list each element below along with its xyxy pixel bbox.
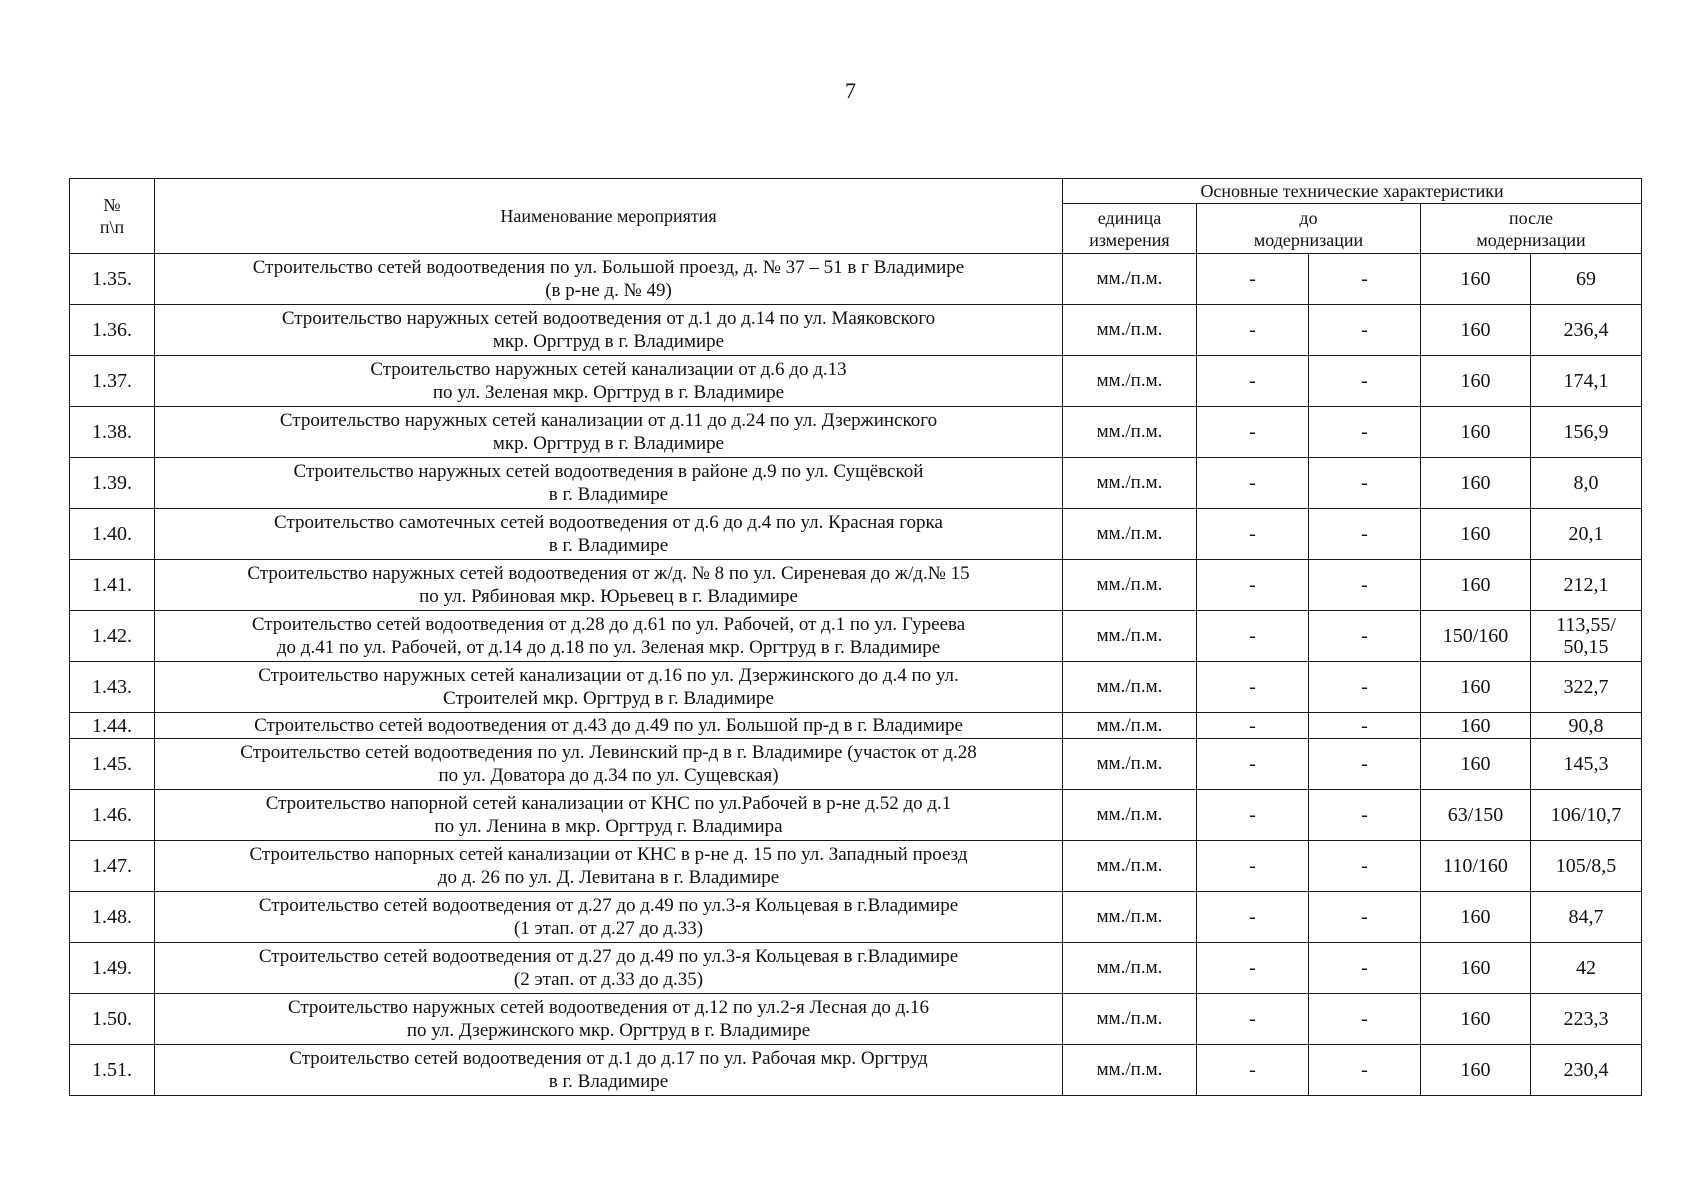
before-value-2: - — [1309, 407, 1421, 458]
after-diameter: 160 — [1421, 943, 1531, 994]
before-value-1: - — [1197, 356, 1309, 407]
header-unit: единица измерения — [1063, 204, 1197, 254]
table-row — [70, 458, 1642, 509]
after-diameter: 160 — [1421, 356, 1531, 407]
before-value-2: - — [1309, 892, 1421, 943]
after-length: 236,4 — [1531, 305, 1642, 356]
after-length: 322,7 — [1531, 662, 1642, 713]
unit-value: мм./п.м. — [1063, 356, 1197, 407]
row-number: 1.35. — [70, 254, 155, 305]
measure-name: Строительство наружных сетей водоотведения в районе д.9 по ул. Сущёвской в г. Владимире — [155, 458, 1063, 509]
before-value-2: - — [1309, 943, 1421, 994]
before-value-2: - — [1309, 611, 1421, 662]
row-number: 1.43. — [70, 662, 155, 713]
after-length: 212,1 — [1531, 560, 1642, 611]
after-length: 20,1 — [1531, 509, 1642, 560]
table-row — [70, 1045, 1642, 1096]
row-number: 1.46. — [70, 790, 155, 841]
table-row — [70, 943, 1642, 994]
after-length: 223,3 — [1531, 994, 1642, 1045]
after-diameter: 160 — [1421, 509, 1531, 560]
before-value-1: - — [1197, 892, 1309, 943]
after-length: 230,4 — [1531, 1045, 1642, 1096]
table-row — [70, 662, 1642, 713]
measure-name: Строительство сетей водоотведения от д.1 до д.17 по ул. Рабочая мкр. Оргтруд в г. Владимире — [155, 1045, 1063, 1096]
after-diameter: 160 — [1421, 560, 1531, 611]
before-value-2: - — [1309, 560, 1421, 611]
after-length: 42 — [1531, 943, 1642, 994]
after-length: 84,7 — [1531, 892, 1642, 943]
before-value-2: - — [1309, 841, 1421, 892]
before-value-1: - — [1197, 254, 1309, 305]
measure-name: Строительство наружных сетей водоотведения от д.1 до д.14 по ул. Маяковского мкр. Оргтруд в г. Владимире — [155, 305, 1063, 356]
unit-value: мм./п.м. — [1063, 790, 1197, 841]
header-after: после модернизации — [1421, 204, 1642, 254]
table-row — [70, 305, 1642, 356]
unit-value: мм./п.м. — [1063, 305, 1197, 356]
unit-value: мм./п.м. — [1063, 739, 1197, 790]
row-number: 1.51. — [70, 1045, 155, 1096]
row-number: 1.38. — [70, 407, 155, 458]
after-length: 90,8 — [1531, 713, 1642, 739]
measures-table — [69, 178, 1642, 1096]
before-value-1: - — [1197, 841, 1309, 892]
unit-value: мм./п.м. — [1063, 1045, 1197, 1096]
before-value-1: - — [1197, 305, 1309, 356]
before-value-2: - — [1309, 458, 1421, 509]
before-value-2: - — [1309, 790, 1421, 841]
before-value-2: - — [1309, 739, 1421, 790]
measure-name: Строительство сетей водоотведения от д.27 до д.49 по ул.3-я Кольцевая в г.Владимире (2 этап. от д.33 до д.35) — [155, 943, 1063, 994]
after-length: 8,0 — [1531, 458, 1642, 509]
row-number: 1.44. — [70, 713, 155, 739]
after-length: 113,55/ 50,15 — [1531, 611, 1642, 662]
after-length: 105/8,5 — [1531, 841, 1642, 892]
before-value-2: - — [1309, 1045, 1421, 1096]
after-diameter: 63/150 — [1421, 790, 1531, 841]
measure-name: Строительство наружных сетей канализации от д.11 до д.24 по ул. Дзержинского мкр. Оргтруд в г. Владимире — [155, 407, 1063, 458]
table-row — [70, 254, 1642, 305]
after-length: 106/10,7 — [1531, 790, 1642, 841]
table-row — [70, 713, 1642, 739]
after-length: 145,3 — [1531, 739, 1642, 790]
unit-value: мм./п.м. — [1063, 943, 1197, 994]
before-value-2: - — [1309, 254, 1421, 305]
before-value-1: - — [1197, 560, 1309, 611]
after-length: 174,1 — [1531, 356, 1642, 407]
after-diameter: 160 — [1421, 739, 1531, 790]
unit-value: мм./п.м. — [1063, 407, 1197, 458]
unit-value: мм./п.м. — [1063, 994, 1197, 1045]
before-value-2: - — [1309, 994, 1421, 1045]
row-number: 1.39. — [70, 458, 155, 509]
before-value-1: - — [1197, 611, 1309, 662]
after-length: 69 — [1531, 254, 1642, 305]
header-before: до модернизации — [1197, 204, 1421, 254]
before-value-1: - — [1197, 458, 1309, 509]
table-body — [70, 254, 1642, 1096]
unit-value: мм./п.м. — [1063, 560, 1197, 611]
page-number: 7 — [845, 78, 856, 103]
measure-name: Строительство напорных сетей канализации от КНС в р-не д. 15 по ул. Западный проезд до д. 26 по ул. Д. Левитана в г. Владимире — [155, 841, 1063, 892]
table-row — [70, 356, 1642, 407]
unit-value: мм./п.м. — [1063, 892, 1197, 943]
measure-name: Строительство напорной сетей канализации от КНС по ул.Рабочей в р-не д.52 до д.1 по ул. Ленина в мкр. Оргтруд г. Владимира — [155, 790, 1063, 841]
after-diameter: 160 — [1421, 713, 1531, 739]
before-value-1: - — [1197, 662, 1309, 713]
before-value-2: - — [1309, 305, 1421, 356]
row-number: 1.36. — [70, 305, 155, 356]
table-row — [70, 790, 1642, 841]
after-diameter: 150/160 — [1421, 611, 1531, 662]
row-number: 1.48. — [70, 892, 155, 943]
after-diameter: 160 — [1421, 1045, 1531, 1096]
after-diameter: 160 — [1421, 892, 1531, 943]
measure-name: Строительство наружных сетей водоотведения от д.12 по ул.2-я Лесная до д.16 по ул. Дзержинского мкр. Оргтруд в г. Владимире — [155, 994, 1063, 1045]
measure-name: Строительство сетей водоотведения по ул. Левинский пр-д в г. Владимире (участок от д.28 по ул. Доватора до д.34 по ул. Сущевская) — [155, 739, 1063, 790]
unit-value: мм./п.м. — [1063, 611, 1197, 662]
row-number: 1.40. — [70, 509, 155, 560]
header-number: № п\п — [70, 179, 155, 254]
before-value-1: - — [1197, 943, 1309, 994]
table-row — [70, 407, 1642, 458]
after-diameter: 160 — [1421, 662, 1531, 713]
after-diameter: 110/160 — [1421, 841, 1531, 892]
before-value-1: - — [1197, 1045, 1309, 1096]
row-number: 1.47. — [70, 841, 155, 892]
row-number: 1.49. — [70, 943, 155, 994]
measure-name: Строительство самотечных сетей водоотведения от д.6 до д.4 по ул. Красная горка в г. Владимире — [155, 509, 1063, 560]
measure-name: Строительство наружных сетей канализации от д.16 по ул. Дзержинского до д.4 по ул. Строителей мкр. Оргтруд в г. Владимире — [155, 662, 1063, 713]
unit-value: мм./п.м. — [1063, 458, 1197, 509]
before-value-2: - — [1309, 356, 1421, 407]
row-number: 1.41. — [70, 560, 155, 611]
row-number: 1.45. — [70, 739, 155, 790]
row-number: 1.42. — [70, 611, 155, 662]
after-diameter: 160 — [1421, 254, 1531, 305]
before-value-1: - — [1197, 509, 1309, 560]
after-diameter: 160 — [1421, 407, 1531, 458]
table-row — [70, 560, 1642, 611]
measure-name: Строительство наружных сетей канализации от д.6 до д.13 по ул. Зеленая мкр. Оргтруд в г. Владимире — [155, 356, 1063, 407]
unit-value: мм./п.м. — [1063, 254, 1197, 305]
unit-value: мм./п.м. — [1063, 509, 1197, 560]
before-value-2: - — [1309, 713, 1421, 739]
header-name: Наименование мероприятия — [155, 179, 1063, 254]
table-row — [70, 994, 1642, 1045]
after-length: 156,9 — [1531, 407, 1642, 458]
after-diameter: 160 — [1421, 305, 1531, 356]
table-row — [70, 841, 1642, 892]
table-row — [70, 611, 1642, 662]
unit-value: мм./п.м. — [1063, 662, 1197, 713]
unit-value: мм./п.м. — [1063, 713, 1197, 739]
after-diameter: 160 — [1421, 458, 1531, 509]
before-value-1: - — [1197, 407, 1309, 458]
row-number: 1.50. — [70, 994, 155, 1045]
measure-name: Строительство сетей водоотведения от д.43 до д.49 по ул. Большой пр-д в г. Владимире — [155, 713, 1063, 739]
before-value-1: - — [1197, 713, 1309, 739]
table-row — [70, 892, 1642, 943]
row-number: 1.37. — [70, 356, 155, 407]
unit-value: мм./п.м. — [1063, 841, 1197, 892]
table-row — [70, 509, 1642, 560]
after-diameter: 160 — [1421, 994, 1531, 1045]
measure-name: Строительство наружных сетей водоотведения от ж/д. № 8 по ул. Сиреневая до ж/д.№ 15 по ул. Рябиновая мкр. Юрьевец в г. Владимире — [155, 560, 1063, 611]
measure-name: Строительство сетей водоотведения от д.28 до д.61 по ул. Рабочей, от д.1 по ул. Гуреева до д.41 по ул. Рабочей, от д.14 до д.18 по ул. Зеленая мкр. Оргтруд в г. Владимире — [155, 611, 1063, 662]
table-row — [70, 739, 1642, 790]
before-value-1: - — [1197, 790, 1309, 841]
before-value-1: - — [1197, 739, 1309, 790]
before-value-1: - — [1197, 994, 1309, 1045]
measure-name: Строительство сетей водоотведения от д.27 до д.49 по ул.3-я Кольцевая в г.Владимире (1 этап. от д.27 до д.33) — [155, 892, 1063, 943]
before-value-2: - — [1309, 662, 1421, 713]
header-characteristics: Основные технические характеристики — [1063, 179, 1642, 204]
before-value-2: - — [1309, 509, 1421, 560]
measure-name: Строительство сетей водоотведения по ул. Большой проезд, д. № 37 – 51 в г Владимире (в р-не д. № 49) — [155, 254, 1063, 305]
